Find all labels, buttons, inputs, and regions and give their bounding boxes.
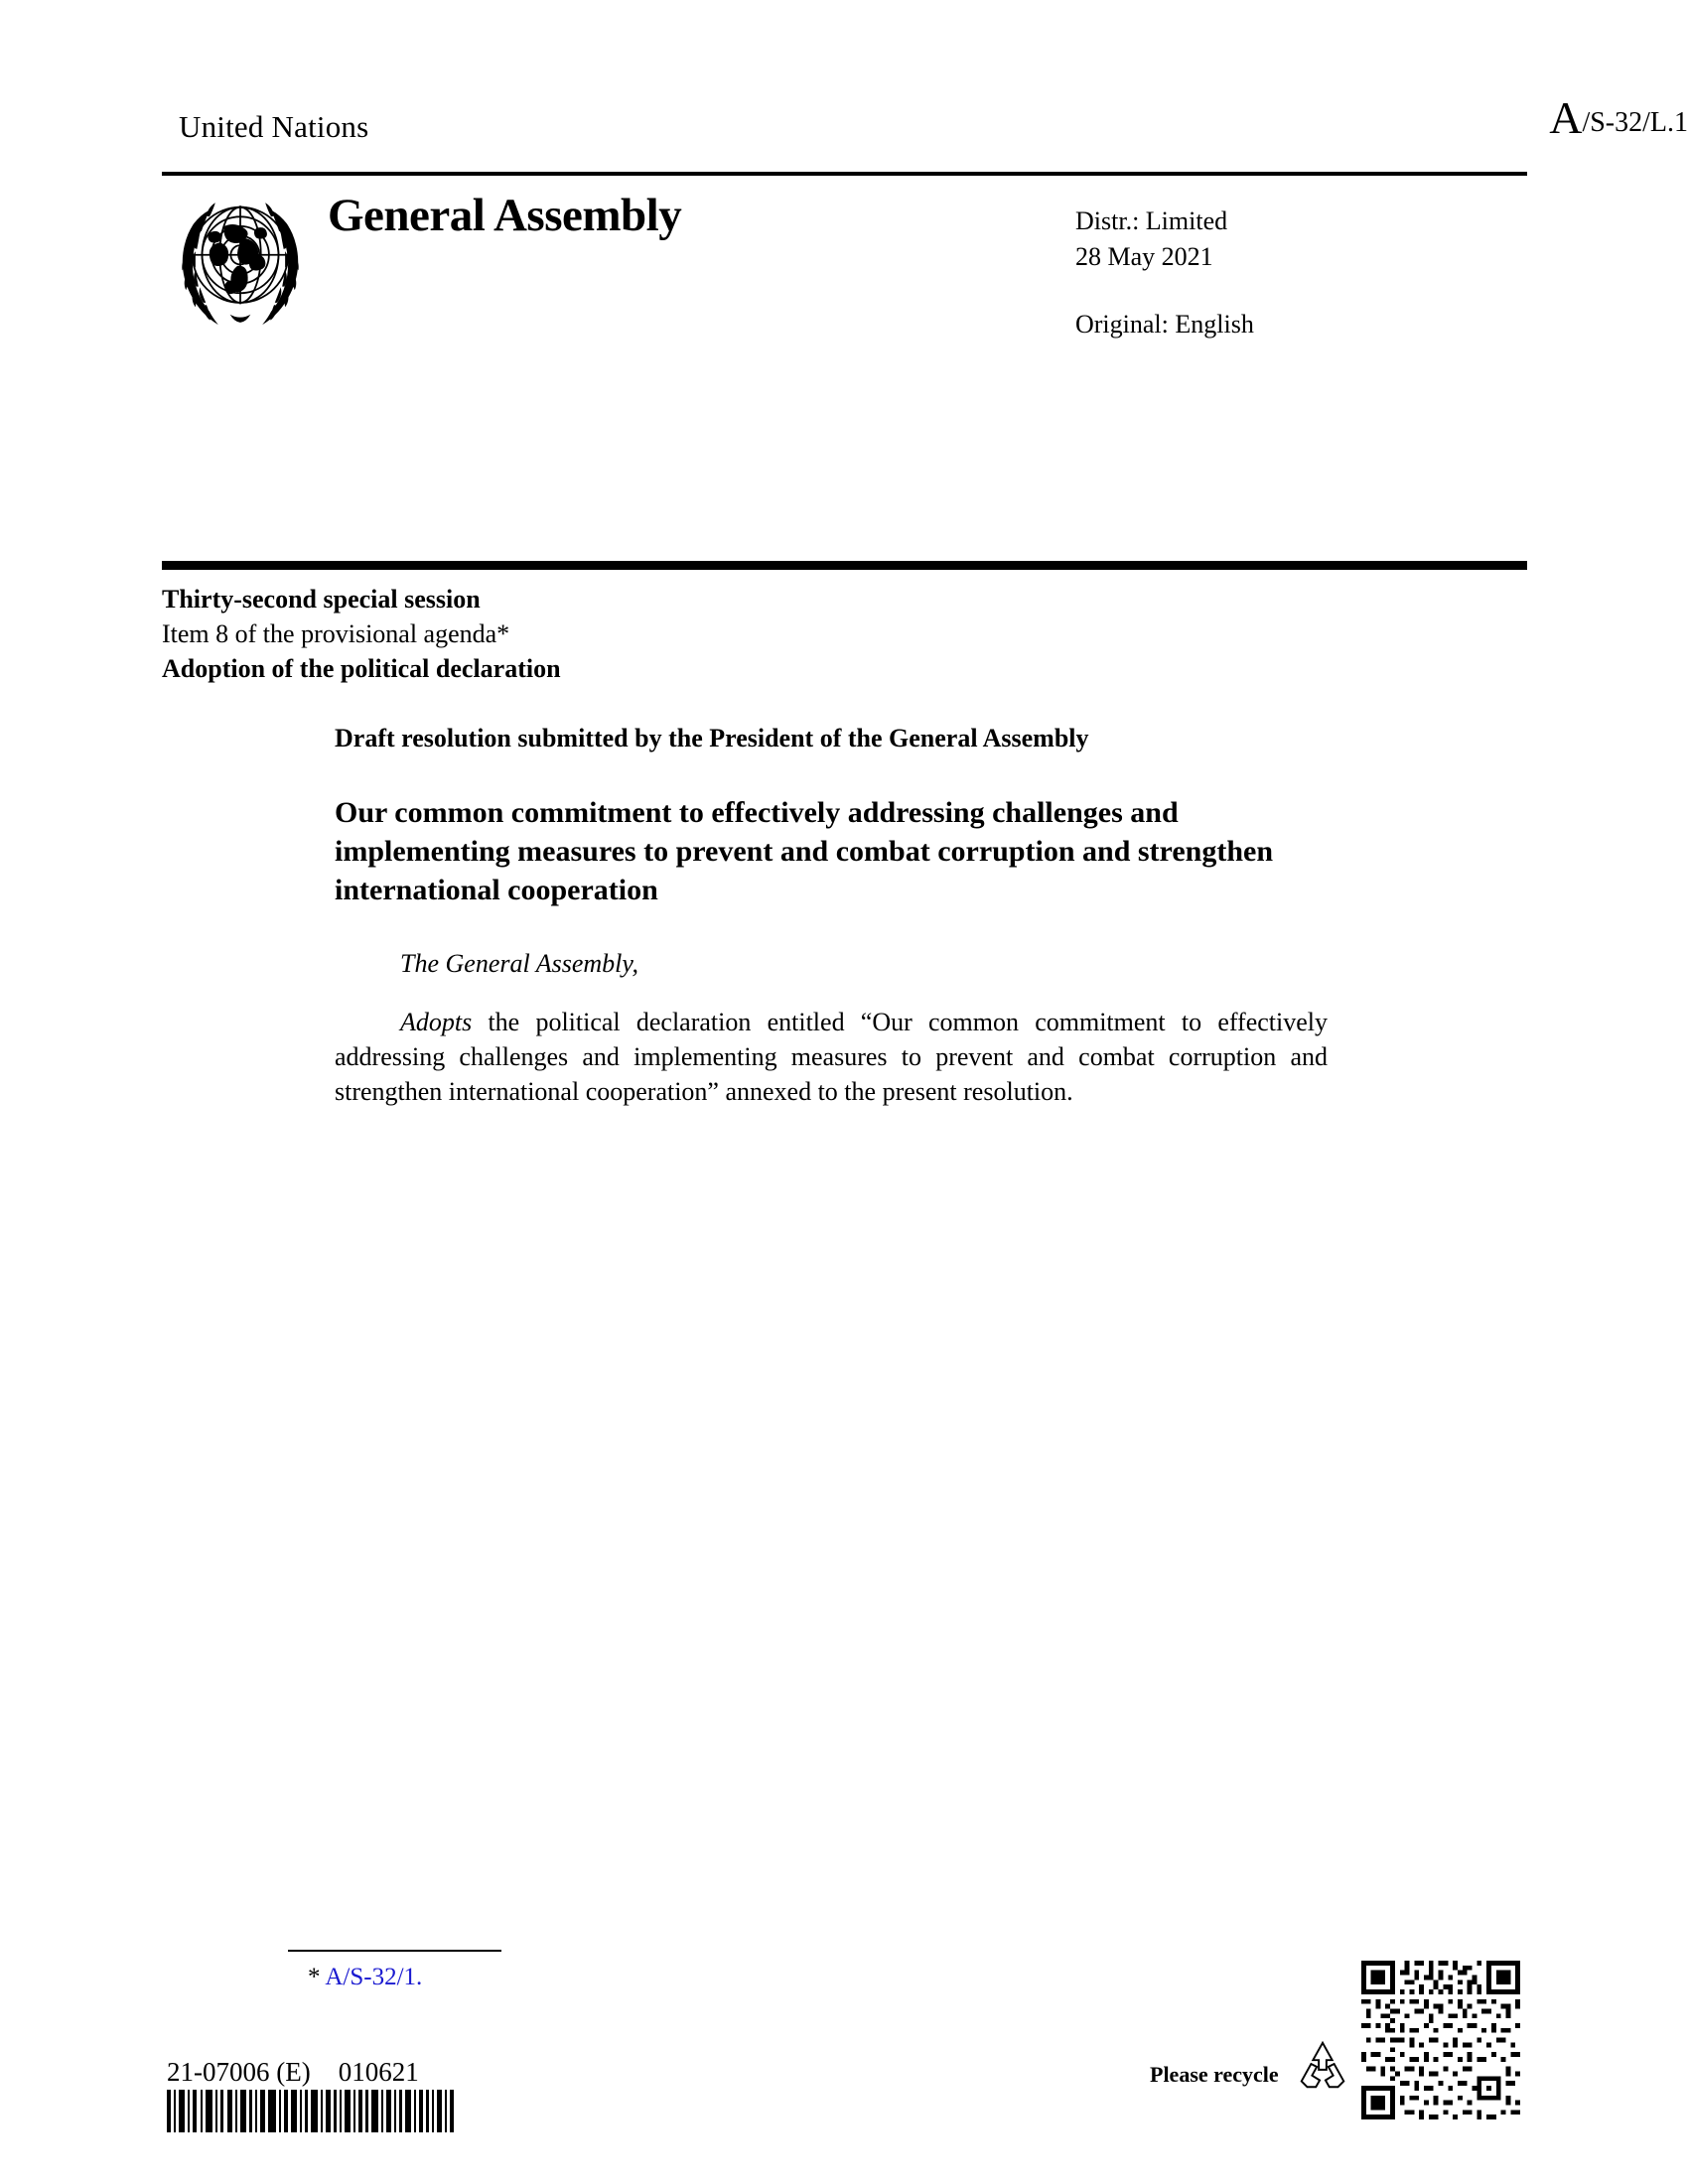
footnote-divider: [288, 1950, 501, 1952]
session-info: [162, 582, 561, 686]
original-language: Original: English: [1075, 310, 1254, 339]
operative-paragraph: [335, 1005, 1328, 1109]
distribution-label: Distr.: Limited: [1075, 206, 1228, 235]
footnote: [308, 1964, 422, 1991]
footnote-marker: *: [308, 1964, 321, 1990]
original-language-block: [1075, 307, 1254, 342]
barcode-image: [167, 2090, 455, 2132]
operative-text: the political declaration entitled “Our common commitment to effectively addressing challenges and implementing measures to prevent and combat corruption and strengthen international cooperation” annexed to the present resolution.: [335, 1008, 1328, 1106]
document-body: [335, 722, 1328, 1109]
organization-name: United Nations: [179, 109, 369, 144]
job-number: [167, 2057, 419, 2088]
submitter-line: Draft resolution submitted by the President of the General Assembly: [335, 724, 1089, 752]
footnote-reference-link[interactable]: A/S-32/1.: [325, 1964, 423, 1990]
document-symbol: [1549, 92, 1688, 143]
operative-verb: Adopts: [400, 1008, 473, 1036]
un-emblem-icon: [167, 184, 314, 331]
preamble-line: The General Assembly,: [400, 949, 638, 978]
recycle-label: Please recycle: [1150, 2062, 1279, 2087]
document-symbol-prefix: A: [1549, 92, 1583, 143]
body-name-title: General Assembly: [328, 190, 682, 241]
job-number-date: 010621: [338, 2057, 419, 2087]
document-symbol-suffix: /S-32/L.1: [1582, 107, 1688, 138]
header-divider-thin: [162, 172, 1527, 176]
distribution-date: 28 May 2021: [1075, 242, 1213, 271]
resolution-title: Our common commitment to effectively addressing challenges and implementing measures to prevent and combat corruption and strengthen international cooperation: [335, 796, 1273, 906]
section-divider-thick: [162, 561, 1527, 570]
session-name: Thirty-second special session: [162, 585, 481, 614]
qr-code: [1361, 1961, 1520, 2119]
agenda-item: Item 8 of the provisional agenda*: [162, 619, 510, 648]
agenda-item-title: Adoption of the political declaration: [162, 654, 561, 683]
distribution-block: [1075, 204, 1227, 275]
job-number-code: 21-07006 (E): [167, 2057, 311, 2087]
recycle-icon: [1292, 2037, 1353, 2095]
